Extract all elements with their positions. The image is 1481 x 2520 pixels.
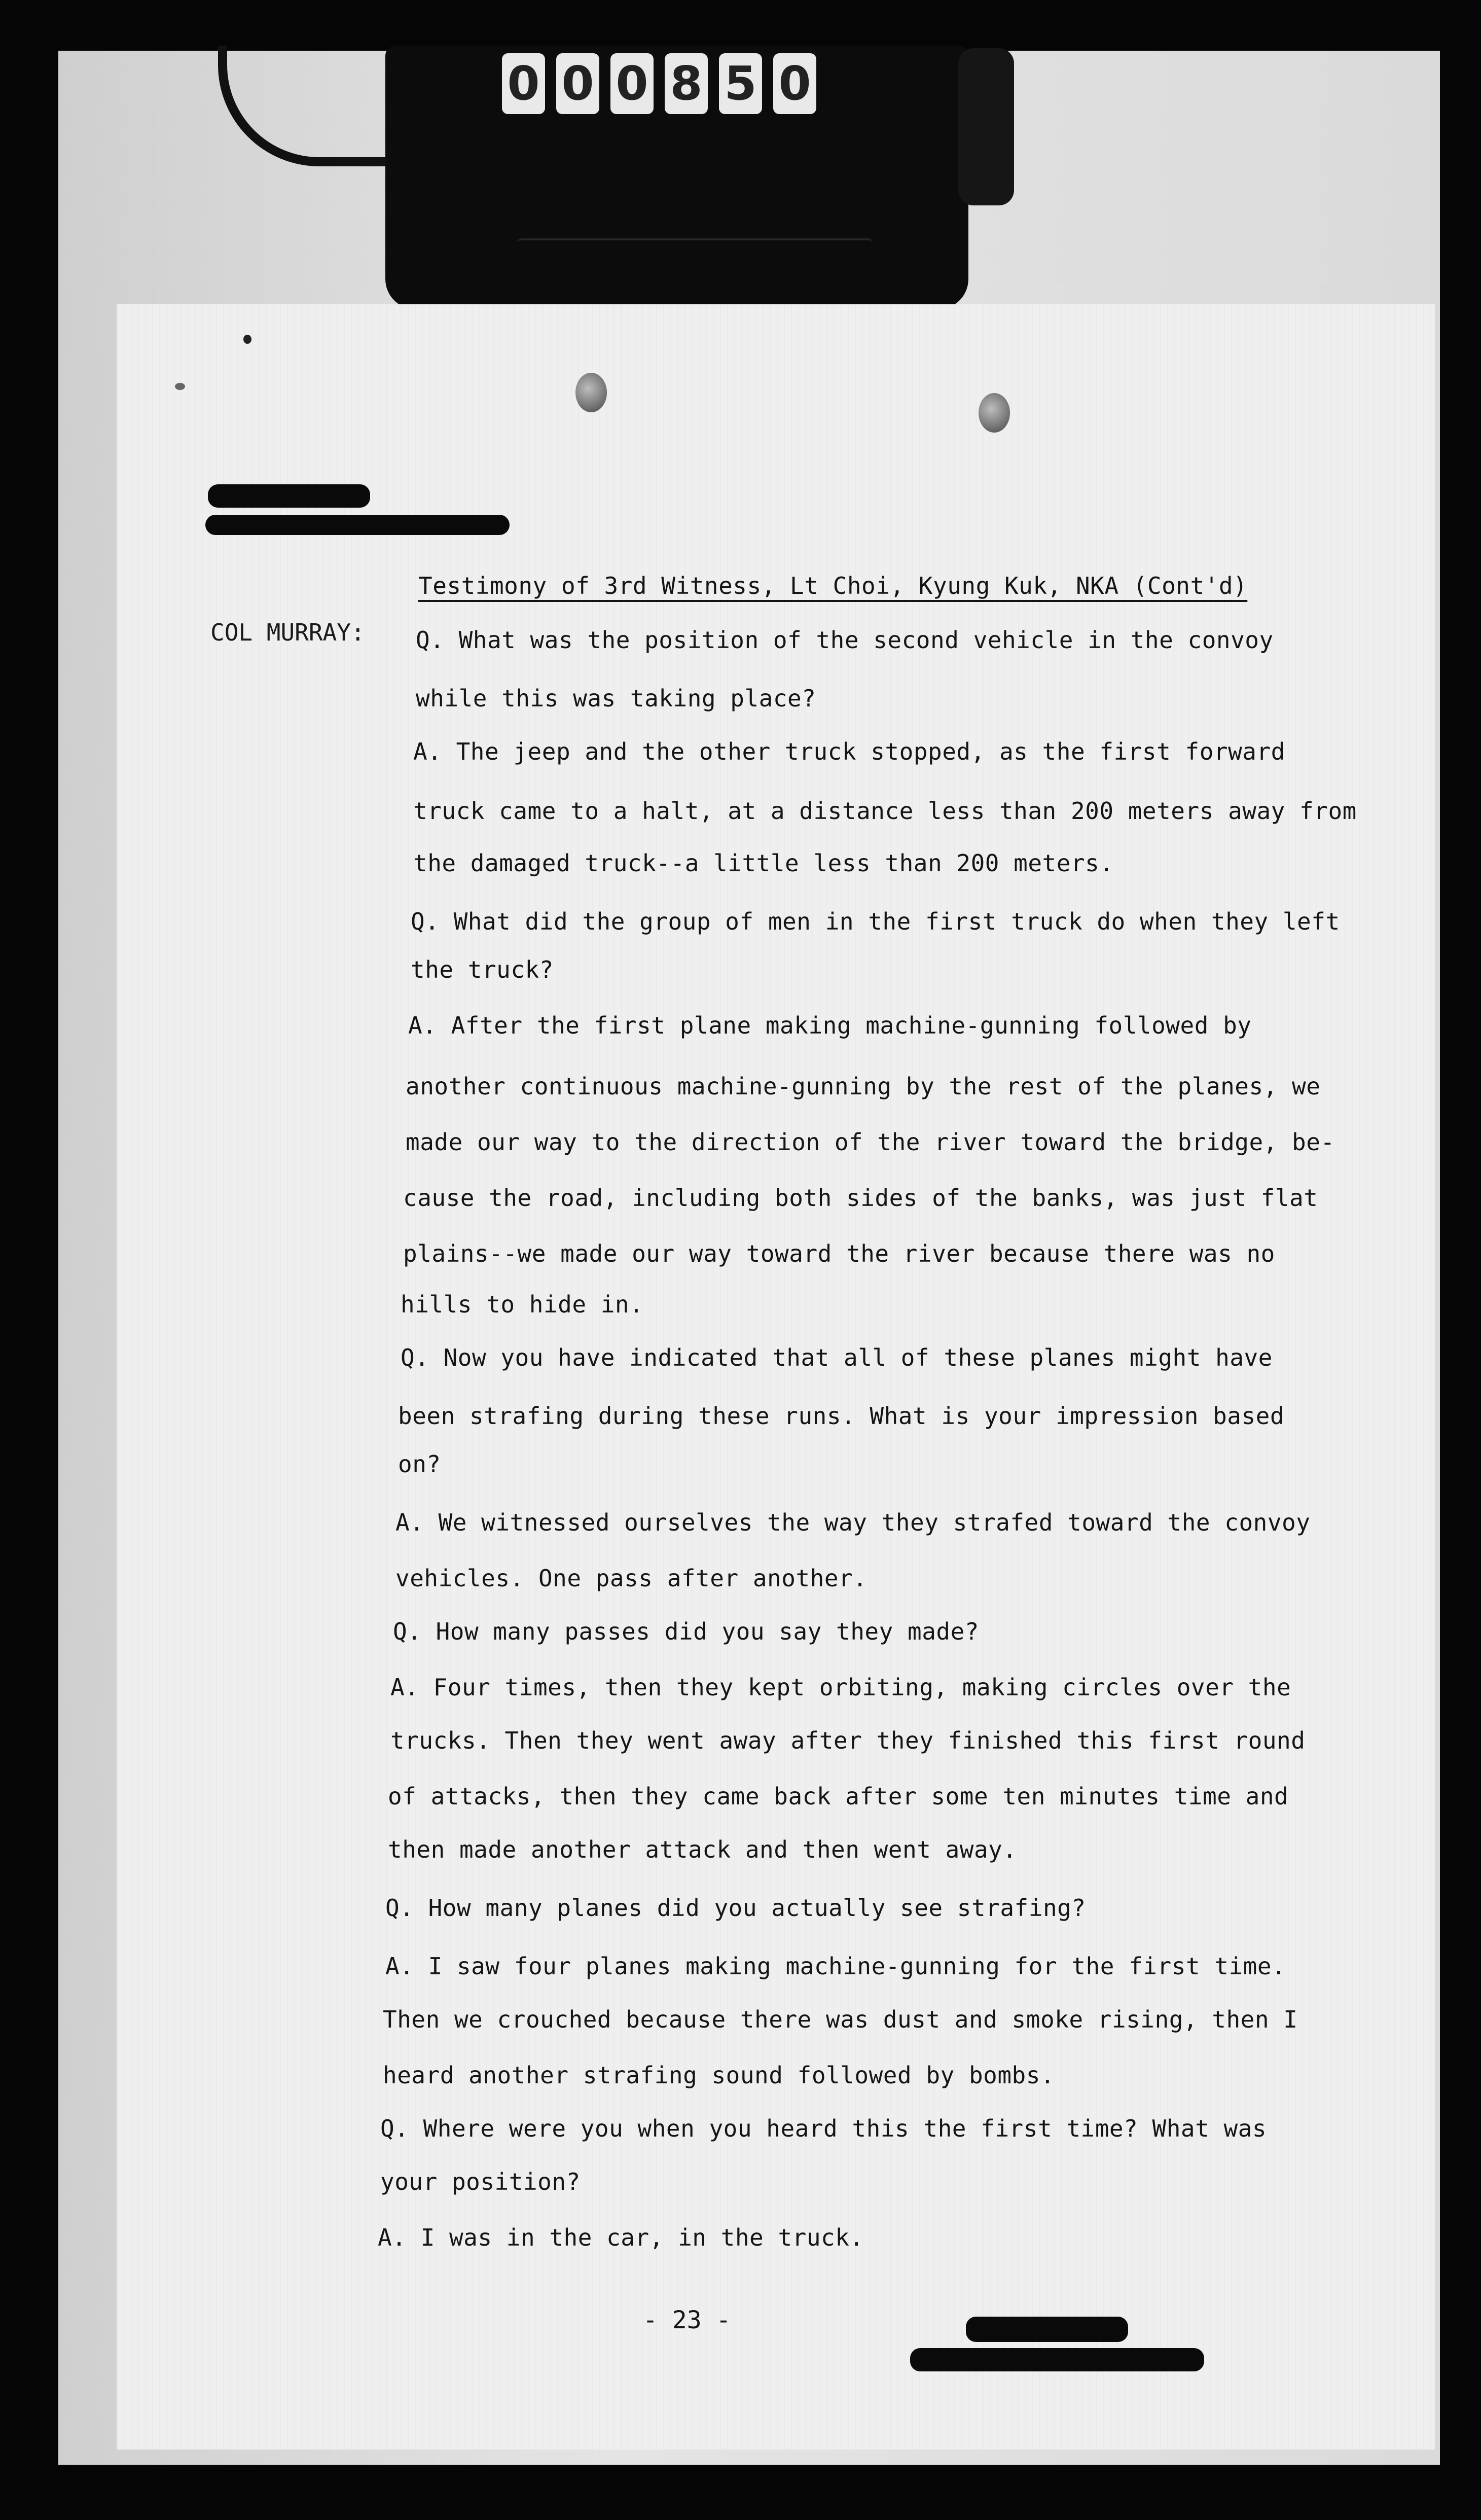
testimony-line: another continuous machine-gunning by the rest of the planes, we (406, 1073, 1321, 1100)
testimony-line: heard another strafing sound followed by bombs. (383, 2062, 1055, 2089)
redaction-bar (205, 515, 510, 535)
paper-speck (175, 383, 185, 390)
counter-digit: 5 (719, 53, 762, 114)
punch-hole-right (979, 393, 1010, 433)
testimony-line: Q. How many planes did you actually see strafing? (385, 1894, 1086, 1922)
testimony-line: Q. Now you have indicated that all of these planes might have (401, 1344, 1273, 1371)
testimony-line: your position? (380, 2168, 581, 2195)
document-heading: Testimony of 3rd Witness, Lt Choi, Kyung Kuk, NKA (Cont'd) (418, 572, 1248, 599)
testimony-line: A. Four times, then they kept orbiting, making circles over the (390, 1674, 1291, 1701)
testimony-line: of attacks, then they came back after some ten minutes time and (388, 1783, 1289, 1810)
punch-hole-left (575, 373, 607, 412)
testimony-line: Then we crouched because there was dust and smoke rising, then I (383, 2006, 1298, 2033)
testimony-line: Q. Where were you when you heard this the first time? What was (380, 2115, 1267, 2142)
redaction-bar (966, 2317, 1128, 2342)
testimony-line: Q. What did the group of men in the first truck do when they left (411, 908, 1340, 935)
testimony-line: A. I saw four planes making machine-gunning for the first time. (385, 1953, 1286, 1980)
frame-counter-display (502, 53, 816, 114)
counter-slot (517, 238, 872, 261)
redaction-bar (208, 484, 370, 508)
testimony-line: trucks. Then they went away after they finished this first round (390, 1727, 1306, 1754)
testimony-line: A. After the first plane making machine-gunning followed by (408, 1012, 1252, 1039)
testimony-line: the damaged truck--a little less than 200 meters. (413, 849, 1114, 877)
testimony-line: Q. What was the position of the second vehicle in the convoy (416, 626, 1274, 654)
counter-digit: 0 (556, 53, 599, 114)
testimony-line: the truck? (411, 956, 554, 983)
counter-side-block (958, 48, 1014, 205)
testimony-line: truck came to a halt, at a distance less than 200 meters away from (413, 797, 1357, 825)
testimony-line: been strafing during these runs. What is your impression based (398, 1402, 1285, 1430)
counter-digit: 0 (502, 53, 545, 114)
testimony-line: A. We witnessed ourselves the way they strafed toward the convoy (395, 1509, 1311, 1536)
testimony-line: plains--we made our way toward the river because there was no (403, 1240, 1275, 1267)
testimony-line: then made another attack and then went away. (388, 1836, 1017, 1863)
testimony-line: cause the road, including both sides of the banks, was just flat (403, 1184, 1318, 1212)
speaker-label: COL MURRAY: (210, 619, 365, 646)
testimony-line: while this was taking place? (416, 685, 816, 712)
counter-digit: 0 (610, 53, 654, 114)
testimony-line: made our way to the direction of the river toward the bridge, be- (406, 1128, 1335, 1156)
counter-digit: 8 (665, 53, 708, 114)
testimony-line: Q. How many passes did you say they made? (393, 1618, 979, 1645)
counter-digit: 0 (773, 53, 816, 114)
testimony-line: vehicles. One pass after another. (395, 1565, 868, 1592)
paper-speck (243, 335, 251, 344)
testimony-line: hills to hide in. (401, 1291, 644, 1318)
testimony-line: A. The jeep and the other truck stopped, as the first forward (413, 738, 1285, 765)
page-number: - 23 - (643, 2306, 731, 2334)
redaction-bar (910, 2348, 1204, 2371)
testimony-line: A. I was in the car, in the truck. (378, 2224, 864, 2251)
testimony-line: on? (398, 1450, 441, 1478)
